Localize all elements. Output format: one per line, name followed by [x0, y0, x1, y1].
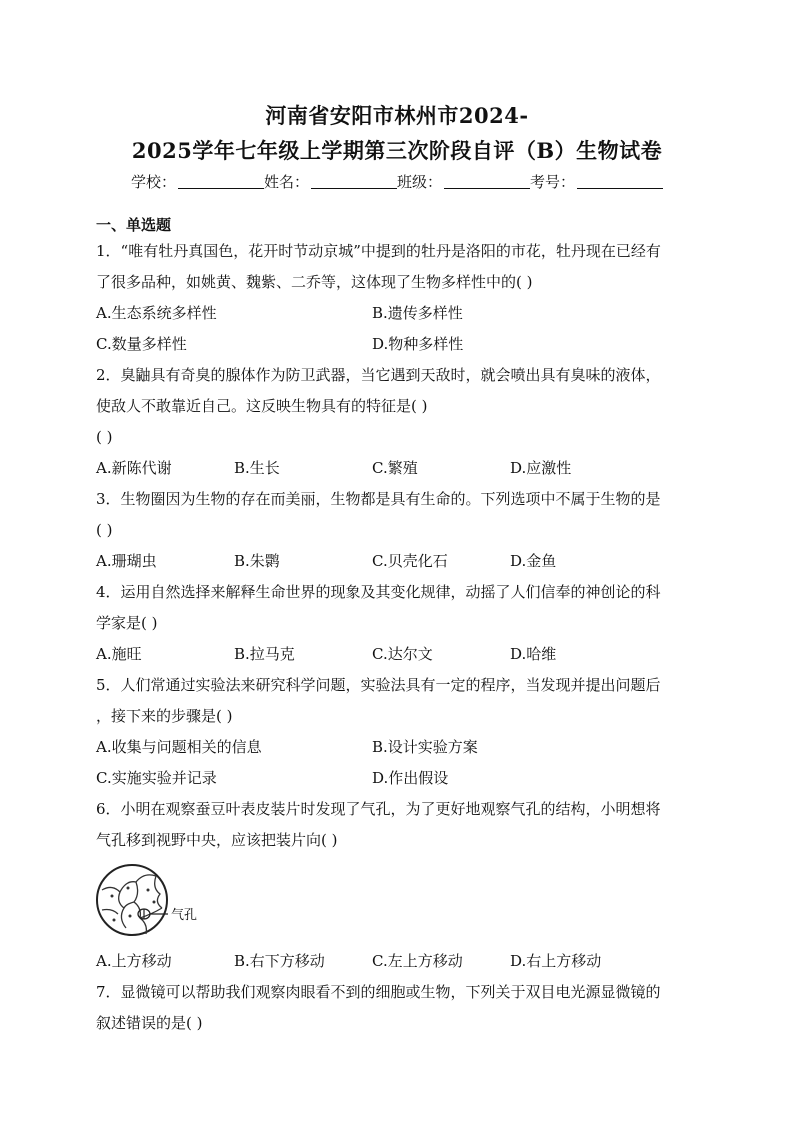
name-blank[interactable]: [311, 174, 397, 189]
option-d[interactable]: D.右上方移动: [510, 952, 602, 970]
exam-title-line-1: 河南省安阳市林州市2024-: [265, 103, 529, 128]
option-b[interactable]: B.朱鹮: [234, 552, 280, 570]
section-heading: 一、单选题: [96, 216, 172, 234]
school-field: [131, 171, 264, 192]
student-info-row: [0, 171, 794, 192]
question-text-line: 学家是( ): [96, 614, 158, 632]
microscope-field-diagram: [96, 862, 216, 944]
exam-number-label: 考号：: [530, 173, 576, 191]
exam-title-line-2: 2025学年七年级上学期第三次阶段自评（B）生物试卷: [131, 138, 663, 163]
question-text-line: 6．小明在观察蚕豆叶表皮装片时发现了气孔，为了更好地观察气孔的结构，小明想将: [96, 800, 661, 818]
question-1: [96, 236, 700, 360]
question-4: [96, 577, 700, 670]
option-c[interactable]: C.繁殖: [372, 459, 418, 477]
option-c[interactable]: C.实施实验并记录: [96, 769, 217, 787]
question-text-line: 4．运用自然选择来解释生命世界的现象及其变化规律，动摇了人们信奉的神创论的科: [96, 583, 661, 601]
name-field: [264, 171, 397, 192]
question-text-line: 使敌人不敢靠近自己。这反映生物具有的特征是( ): [96, 397, 428, 415]
option-c[interactable]: C.数量多样性: [96, 335, 187, 353]
question-text-line: 叙述错误的是( ): [96, 1014, 203, 1032]
option-c[interactable]: C.左上方移动: [372, 952, 463, 970]
school-label: 学校：: [130, 173, 176, 191]
options-row: [96, 298, 700, 329]
option-a[interactable]: A.新陈代谢: [96, 459, 172, 477]
question-text-line: 5．人们常通过实验法来研究科学问题，实验法具有一定的程序，当发现并提出问题后: [96, 676, 661, 694]
option-a[interactable]: A.上方移动: [96, 952, 172, 970]
question-text-line: 气孔移到视野中央，应该把装片向( ): [96, 831, 338, 849]
option-c[interactable]: C.贝壳化石: [372, 552, 448, 570]
question-text-line: ( ): [96, 428, 113, 446]
question-text-line: ，接下来的步骤是( ): [96, 707, 233, 725]
question-6: [96, 794, 700, 977]
option-d[interactable]: D.金鱼: [510, 552, 557, 570]
class-field: [397, 171, 530, 192]
class-label: 班级：: [397, 173, 443, 191]
exam-number-field: [530, 171, 663, 192]
option-c[interactable]: C.达尔文: [372, 645, 433, 663]
school-blank[interactable]: [178, 174, 264, 189]
option-d[interactable]: D.作出假设: [372, 769, 449, 787]
option-b[interactable]: B.右下方移动: [234, 952, 325, 970]
question-text-line: 7．显微镜可以帮助我们观察肉眼看不到的细胞或生物，下列关于双目电光源显微镜的: [96, 983, 661, 1001]
exam-number-blank[interactable]: [577, 174, 663, 189]
option-a[interactable]: A.收集与问题相关的信息: [96, 738, 262, 756]
question-3: [96, 484, 700, 577]
question-7: [96, 977, 700, 1039]
stoma-label: 气孔: [171, 908, 198, 923]
option-d[interactable]: D.哈维: [510, 645, 557, 663]
options-row: [96, 546, 700, 577]
option-b[interactable]: B.遗传多样性: [372, 304, 463, 322]
question-text-line: 了很多品种，如姚黄、魏紫、二乔等，这体现了生物多样性中的( ): [96, 273, 533, 291]
option-a[interactable]: A.珊瑚虫: [96, 552, 157, 570]
option-a[interactable]: A.施旺: [96, 645, 142, 663]
option-b[interactable]: B.设计实验方案: [372, 738, 478, 756]
option-a[interactable]: A.生态系统多样性: [96, 304, 217, 322]
question-2: [96, 360, 700, 484]
options-row: [96, 453, 700, 484]
questions-area: [96, 214, 700, 1039]
options-row: [96, 732, 700, 763]
question-text-line: ( ): [96, 521, 113, 539]
option-b[interactable]: B.拉马克: [234, 645, 295, 663]
options-row: [96, 946, 700, 977]
class-blank[interactable]: [444, 174, 530, 189]
options-row: [96, 639, 700, 670]
name-label: 姓名：: [263, 173, 309, 191]
question-text-line: 2．臭鼬具有奇臭的腺体作为防卫武器，当它遇到天敌时，就会喷出具有臭味的液体，: [96, 366, 661, 384]
option-d[interactable]: D.物种多样性: [372, 335, 464, 353]
question-text-line: 1．“唯有牡丹真国色，花开时节动京城”中提到的牡丹是洛阳的市花，牡丹现在已经有: [96, 242, 661, 260]
option-d[interactable]: D.应激性: [510, 459, 572, 477]
question-5: [96, 670, 700, 794]
option-b[interactable]: B.生长: [234, 459, 280, 477]
stomata-figure: [96, 856, 700, 946]
question-text-line: 3．生物圈因为生物的存在而美丽，生物都是具有生命的。下列选项中不属于生物的是: [96, 490, 661, 508]
options-row: [96, 763, 700, 794]
options-row: [96, 329, 700, 360]
